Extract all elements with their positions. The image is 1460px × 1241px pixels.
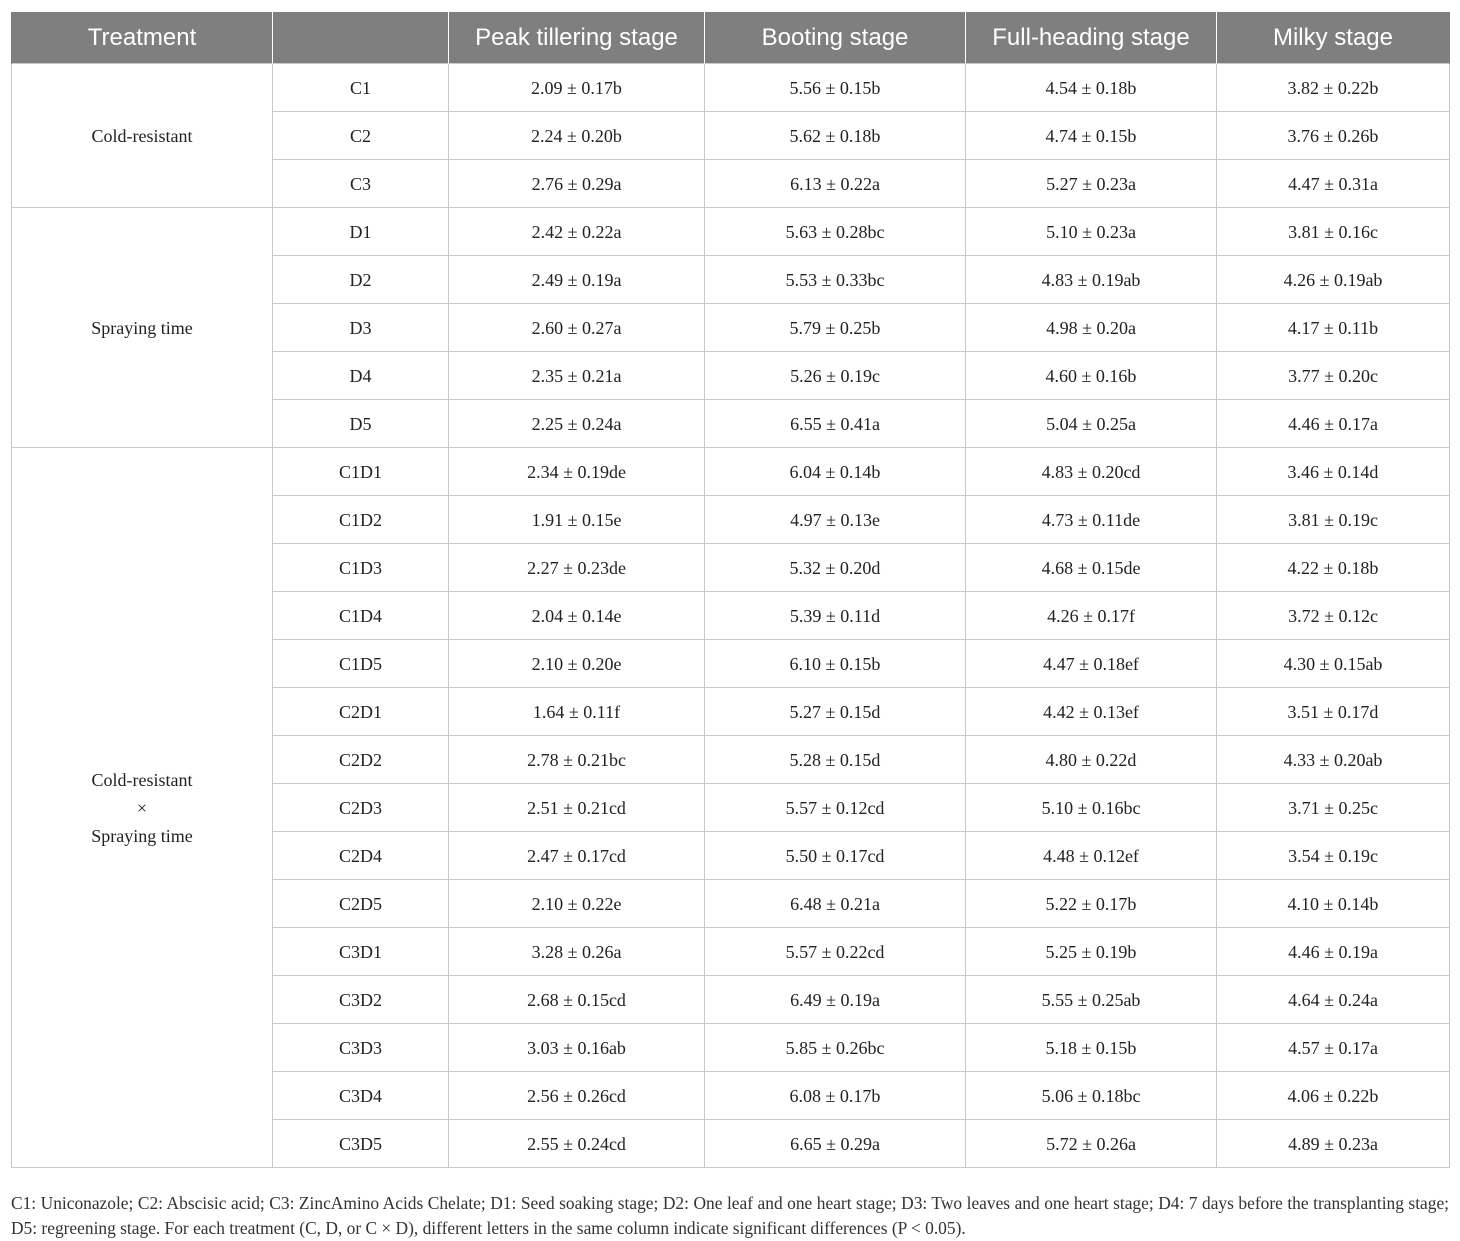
treatment-code-cell: C1D5 [273,640,449,688]
value-cell: 3.71 ± 0.25c [1217,784,1450,832]
value-cell: 4.22 ± 0.18b [1217,544,1450,592]
value-cell: 2.34 ± 0.19de [449,448,705,496]
treatment-code-cell: C3D3 [273,1024,449,1072]
treatment-code-cell: C2D1 [273,688,449,736]
treatment-code-cell: D4 [273,352,449,400]
treatment-code-cell: C3D2 [273,976,449,1024]
header-booting: Booting stage [705,12,966,64]
value-cell: 6.10 ± 0.15b [705,640,966,688]
table-row [12,208,1450,256]
value-cell: 3.51 ± 0.17d [1217,688,1450,736]
value-cell: 3.77 ± 0.20c [1217,352,1450,400]
value-cell: 5.56 ± 0.15b [705,64,966,112]
treatment-code-cell: C1D2 [273,496,449,544]
value-cell: 4.33 ± 0.20ab [1217,736,1450,784]
value-cell: 5.55 ± 0.25ab [966,976,1217,1024]
treatment-group-cell [12,208,273,448]
treatment-code-cell: C1 [273,64,449,112]
header-treatment: Treatment [12,12,273,64]
value-cell: 4.97 ± 0.13e [705,496,966,544]
value-cell: 4.54 ± 0.18b [966,64,1217,112]
treatment-code-cell: C1D3 [273,544,449,592]
value-cell: 3.81 ± 0.19c [1217,496,1450,544]
value-cell: 4.68 ± 0.15de [966,544,1217,592]
treatment-code-cell: D1 [273,208,449,256]
value-cell: 4.74 ± 0.15b [966,112,1217,160]
value-cell: 5.06 ± 0.18bc [966,1072,1217,1120]
value-cell: 5.50 ± 0.17cd [705,832,966,880]
header-code [273,12,449,64]
value-cell: 2.10 ± 0.20e [449,640,705,688]
value-cell: 2.55 ± 0.24cd [449,1120,705,1168]
value-cell: 4.64 ± 0.24a [1217,976,1450,1024]
value-cell: 2.35 ± 0.21a [449,352,705,400]
table-body [12,64,1450,1168]
value-cell: 4.10 ± 0.14b [1217,880,1450,928]
value-cell: 3.54 ± 0.19c [1217,832,1450,880]
value-cell: 5.27 ± 0.15d [705,688,966,736]
treatment-code-cell: C3D4 [273,1072,449,1120]
value-cell: 6.65 ± 0.29a [705,1120,966,1168]
value-cell: 4.98 ± 0.20a [966,304,1217,352]
value-cell: 1.91 ± 0.15e [449,496,705,544]
value-cell: 2.51 ± 0.21cd [449,784,705,832]
value-cell: 4.57 ± 0.17a [1217,1024,1450,1072]
value-cell: 4.73 ± 0.11de [966,496,1217,544]
treatment-code-cell: C2D2 [273,736,449,784]
value-cell: 4.80 ± 0.22d [966,736,1217,784]
treatment-code-cell: D3 [273,304,449,352]
value-cell: 2.27 ± 0.23de [449,544,705,592]
treatment-group-label: Spraying time [91,317,193,338]
value-cell: 5.04 ± 0.25a [966,400,1217,448]
value-cell: 5.22 ± 0.17b [966,880,1217,928]
treatment-code-cell: C1D1 [273,448,449,496]
value-cell: 3.82 ± 0.22b [1217,64,1450,112]
value-cell: 3.03 ± 0.16ab [449,1024,705,1072]
header-full-heading: Full-heading stage [966,12,1217,64]
value-cell: 3.81 ± 0.16c [1217,208,1450,256]
table-footnote: C1: Uniconazole; C2: Abscisic acid; C3: ZincAmino Acids Chelate; D1: Seed soaking stage; D2: One leaf and one heart stage; D3: Two leaves and one heart stage; D4: 7 days before the transplanting stage; D5: regreening stage. For each treatment (C, D, or C × D), different letters in the same column indicate significant differences (P < 0.05). [11,1193,1449,1239]
value-cell: 5.39 ± 0.11d [705,592,966,640]
value-cell: 5.26 ± 0.19c [705,352,966,400]
value-cell: 2.49 ± 0.19a [449,256,705,304]
value-cell: 4.30 ± 0.15ab [1217,640,1450,688]
value-cell: 5.79 ± 0.25b [705,304,966,352]
value-cell: 4.42 ± 0.13ef [966,688,1217,736]
header-row [12,12,1450,64]
value-cell: 4.47 ± 0.31a [1217,160,1450,208]
value-cell: 5.25 ± 0.19b [966,928,1217,976]
value-cell: 2.56 ± 0.26cd [449,1072,705,1120]
value-cell: 4.48 ± 0.12ef [966,832,1217,880]
treatment-group-cell [12,64,273,208]
treatment-code-cell: C2 [273,112,449,160]
value-cell: 2.60 ± 0.27a [449,304,705,352]
treatment-code-cell: C2D4 [273,832,449,880]
value-cell: 5.10 ± 0.16bc [966,784,1217,832]
value-cell: 2.47 ± 0.17cd [449,832,705,880]
value-cell: 4.26 ± 0.19ab [1217,256,1450,304]
value-cell: 4.46 ± 0.17a [1217,400,1450,448]
treatment-group-label: × [136,797,148,818]
value-cell: 6.08 ± 0.17b [705,1072,966,1120]
value-cell: 3.72 ± 0.12c [1217,592,1450,640]
table-container [11,12,1449,1168]
value-cell: 4.89 ± 0.23a [1217,1120,1450,1168]
value-cell: 3.28 ± 0.26a [449,928,705,976]
value-cell: 5.63 ± 0.28bc [705,208,966,256]
value-cell: 5.28 ± 0.15d [705,736,966,784]
treatment-code-cell: C1D4 [273,592,449,640]
table-row [12,64,1450,112]
value-cell: 3.46 ± 0.14d [1217,448,1450,496]
value-cell: 6.04 ± 0.14b [705,448,966,496]
treatment-code-cell: C3D5 [273,1120,449,1168]
value-cell: 5.85 ± 0.26bc [705,1024,966,1072]
value-cell: 6.49 ± 0.19a [705,976,966,1024]
value-cell: 5.57 ± 0.12cd [705,784,966,832]
data-table [11,12,1450,1168]
header-peak-tillering: Peak tillering stage [449,12,705,64]
treatment-code-cell: C2D3 [273,784,449,832]
value-cell: 5.53 ± 0.33bc [705,256,966,304]
value-cell: 4.17 ± 0.11b [1217,304,1450,352]
value-cell: 1.64 ± 0.11f [449,688,705,736]
value-cell: 2.25 ± 0.24a [449,400,705,448]
value-cell: 2.42 ± 0.22a [449,208,705,256]
value-cell: 4.60 ± 0.16b [966,352,1217,400]
treatment-group-label: Cold-resistant [91,125,193,146]
treatment-code-cell: D5 [273,400,449,448]
value-cell: 4.47 ± 0.18ef [966,640,1217,688]
value-cell: 4.06 ± 0.22b [1217,1072,1450,1120]
value-cell: 2.76 ± 0.29a [449,160,705,208]
treatment-code-cell: C2D5 [273,880,449,928]
value-cell: 6.48 ± 0.21a [705,880,966,928]
header-milky: Milky stage [1217,12,1450,64]
treatment-code-cell: C3 [273,160,449,208]
value-cell: 2.24 ± 0.20b [449,112,705,160]
value-cell: 4.83 ± 0.20cd [966,448,1217,496]
value-cell: 6.55 ± 0.41a [705,400,966,448]
table-row [12,448,1450,496]
value-cell: 3.76 ± 0.26b [1217,112,1450,160]
treatment-code-cell: C3D1 [273,928,449,976]
treatment-group-cell [12,448,273,1168]
value-cell: 4.83 ± 0.19ab [966,256,1217,304]
value-cell: 5.72 ± 0.26a [966,1120,1217,1168]
value-cell: 5.10 ± 0.23a [966,208,1217,256]
treatment-code-cell: D2 [273,256,449,304]
value-cell: 6.13 ± 0.22a [705,160,966,208]
value-cell: 5.57 ± 0.22cd [705,928,966,976]
value-cell: 2.78 ± 0.21bc [449,736,705,784]
value-cell: 4.46 ± 0.19a [1217,928,1450,976]
value-cell: 5.18 ± 0.15b [966,1024,1217,1072]
value-cell: 2.10 ± 0.22e [449,880,705,928]
value-cell: 2.68 ± 0.15cd [449,976,705,1024]
value-cell: 2.09 ± 0.17b [449,64,705,112]
value-cell: 2.04 ± 0.14e [449,592,705,640]
value-cell: 5.62 ± 0.18b [705,112,966,160]
treatment-group-label: Cold-resistant [91,769,193,790]
value-cell: 4.26 ± 0.17f [966,592,1217,640]
value-cell: 5.32 ± 0.20d [705,544,966,592]
value-cell: 5.27 ± 0.23a [966,160,1217,208]
treatment-group-label: Spraying time [91,825,193,846]
